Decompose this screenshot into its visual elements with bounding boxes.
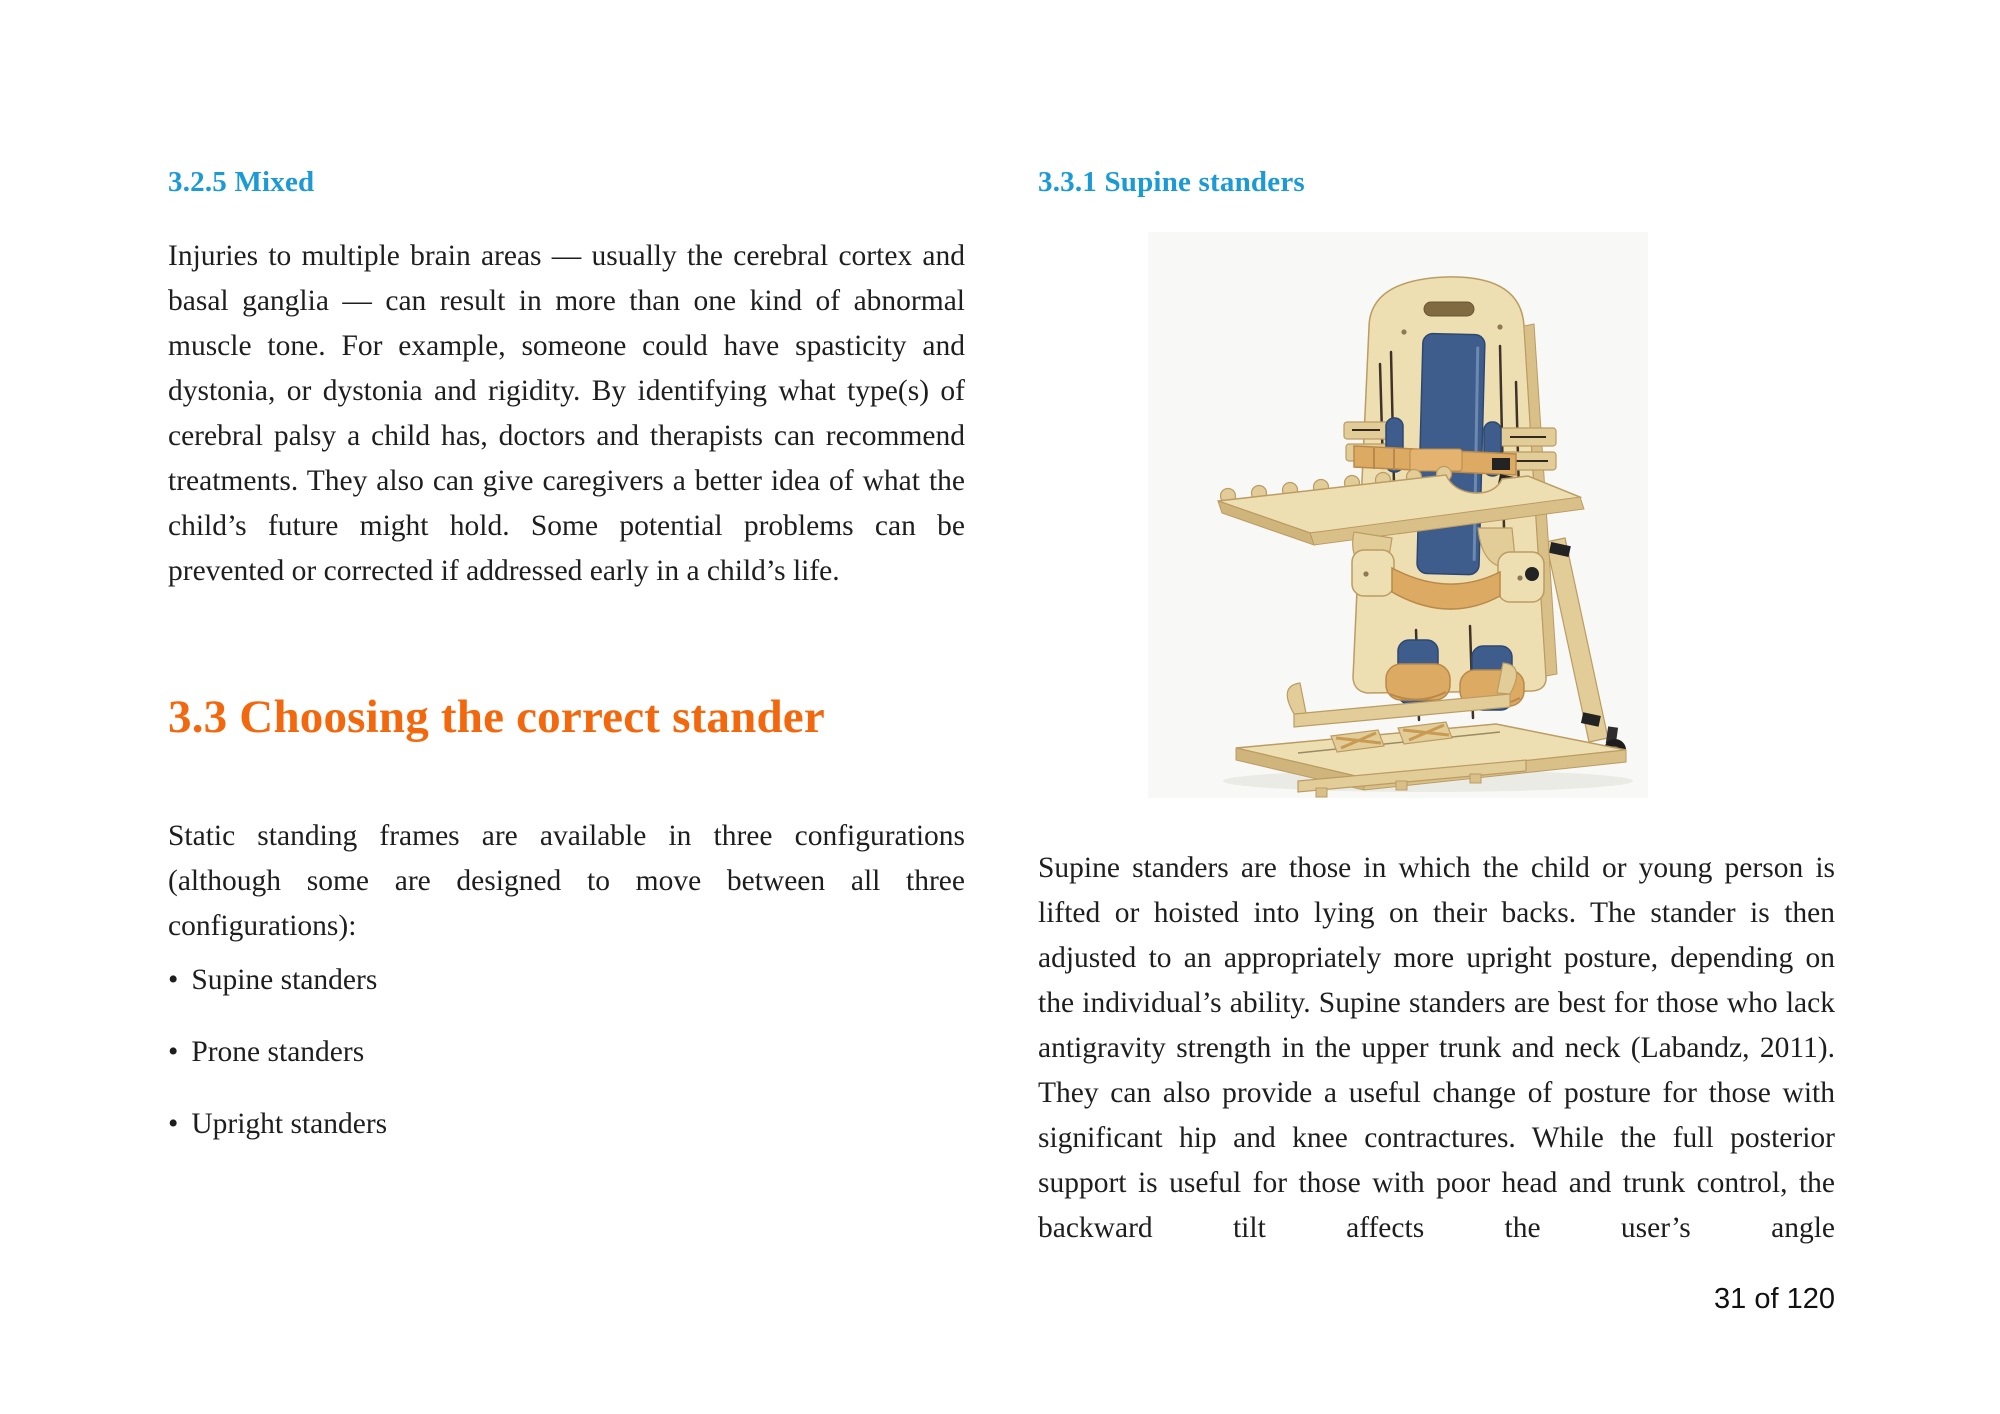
bullet-icon: • (168, 964, 179, 996)
section-heading-3-3-1: 3.3.1 Supine standers (1038, 166, 1305, 198)
list-item-label: Supine standers (191, 964, 378, 996)
list-item-upright (168, 1102, 387, 1147)
page-number: 31 of 120 (1714, 1283, 1835, 1315)
supine-stander-figure (1148, 232, 1648, 798)
handle-cutout (1424, 302, 1474, 316)
supine-stander-image (1148, 232, 1648, 798)
adjustment-knob (1525, 567, 1539, 581)
paragraph-mixed-tone: Injuries to multiple brain areas — usually the cerebral cortex and basal ganglia — can result in more than one kind of abnormal muscle tone. For example, someone could have spasticity and dystonia, or dystonia and rigidity. By identifying what type(s) of cerebral palsy a child has, doctors and therapists can recommend treatments. They also can give caregivers a better idea of what the child’s future might hold. Some potential problems can be prevented or corrected if addressed early in a child’s life. (168, 240, 965, 587)
list-item-supine (168, 958, 387, 1003)
list-item-prone (168, 1030, 387, 1075)
list-item-label: Prone standers (191, 1036, 365, 1068)
section-heading-3-2-5: 3.2.5 Mixed (168, 166, 315, 198)
stander-type-list (168, 958, 387, 1174)
bullet-icon: • (168, 1108, 179, 1140)
bullet-icon: • (168, 1036, 179, 1068)
paragraph-supine-standers: Supine standers are those in which the child or young person is lifted or hoisted into lying on their backs. The stander is then adjusted to an appropriately more upright posture, depending on the individual’s ability. Supine standers are best for those who lack antigravity strength in the upper trunk and neck (Labandz, 2011). They can also provide a useful change of posture for those with significant hip and knee contractures. While the full posterior support is useful for those with poor head and trunk control, the backward tilt affects the user’s angle (1038, 852, 1835, 1244)
paragraph-configurations: Static standing frames are available in three configurations (although some are designed to move between all three configurations): (168, 820, 965, 942)
list-item-label: Upright standers (191, 1108, 388, 1140)
chapter-heading-3-3: 3.3 Choosing the correct stander (168, 691, 825, 743)
